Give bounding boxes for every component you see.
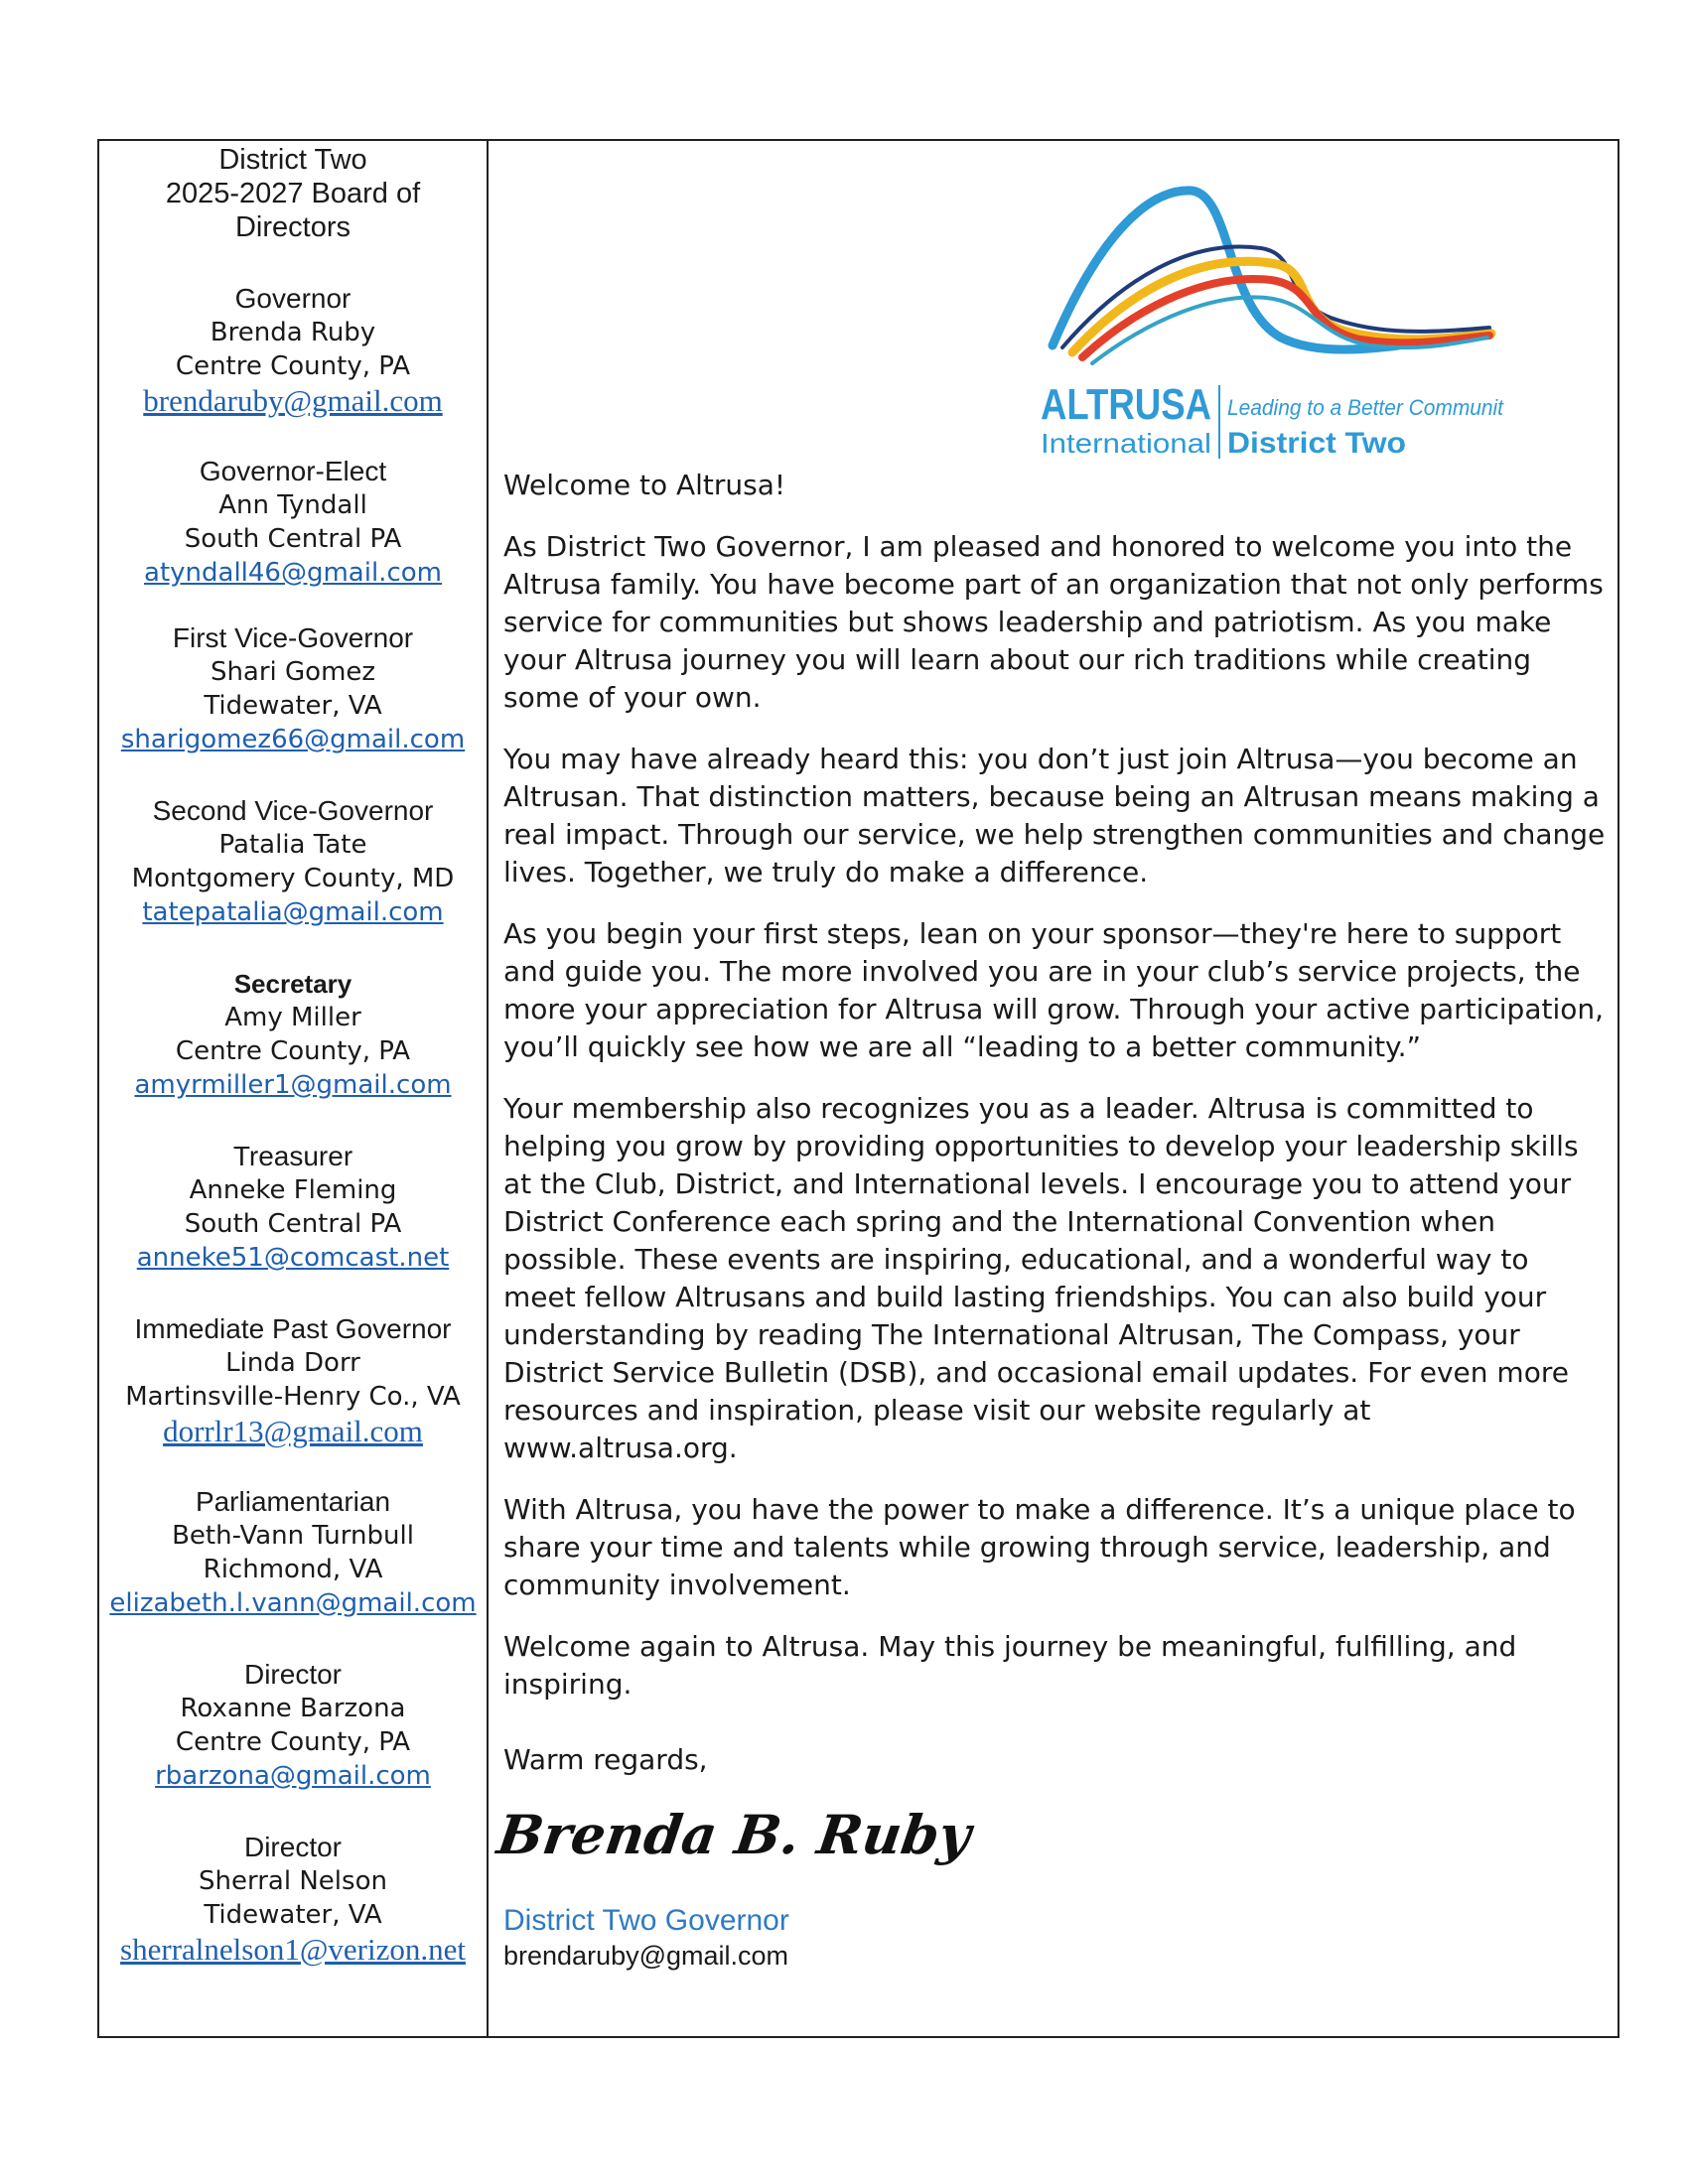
letter-paragraph: Your membership also recognizes you as a leader. Altrusa is committed to helping you grow by providing opportunities to develop your leadership skills at the Club, District, and International levels. I encourage you to attend your District Conference each spring and the International Convention when possible. These events are inspiring, educational, and a wonderful way to meet fellow Altrusans and build lasting friendships. You can also build your understanding by reading The International Altrusan, The Compass, your District Service Bulletin (DSB), and occasional email updates. For even more resources and inspiration, please visit our website regularly at www.altrusa.org.: [503, 1092, 1579, 1464]
officer-director-1: [99, 1658, 487, 1793]
officer-governor-elect: [99, 455, 487, 590]
officer-email-link[interactable]: rbarzona@gmail.com: [155, 1761, 431, 1791]
officer-email-link[interactable]: dorrlr13@gmail.com: [163, 1414, 423, 1448]
letter-paragraph: As you begin your first steps, lean on your sponsor—they're here to support and guide you. The more involved you are in your club’s service projects, the more your appreciation for Altrusa will grow. Through your active participation, you’ll quickly see how we are all “leading to a better community.”: [503, 917, 1605, 1063]
officer-secretary: [99, 967, 487, 1102]
officer-role: Director: [243, 1659, 342, 1690]
officer-role: Secretary: [233, 969, 352, 999]
officer-location: Centre County, PA: [175, 351, 411, 381]
officer-location: Tidewater, VA: [204, 1900, 382, 1930]
officer-email-link[interactable]: anneke51@comcast.net: [136, 1243, 450, 1273]
signer-email: brendaruby@gmail.com: [503, 1941, 789, 1971]
welcome-letter: [503, 467, 1606, 1803]
officer-location: Tidewater, VA: [204, 691, 382, 721]
signer-title: District Two Governor: [503, 1904, 789, 1937]
letter-salutation: Welcome to Altrusa!: [503, 469, 786, 501]
logo-district: District Two: [1227, 427, 1406, 460]
board-title: District Two 2025-2027 Board of Directors: [165, 144, 421, 243]
officer-role: Governor-Elect: [199, 456, 387, 486]
officer-first-vice-governor: [99, 621, 487, 756]
officer-email-link[interactable]: atyndall46@gmail.com: [144, 558, 442, 588]
officer-role: Parliamentarian: [195, 1486, 391, 1517]
officer-governor: [99, 282, 487, 419]
officer-role: First Vice-Governor: [172, 622, 414, 653]
logo-tagline: Leading to a Better Communit: [1227, 395, 1504, 420]
officer-location: Richmond, VA: [203, 1555, 383, 1584]
altrusa-logo: [1033, 169, 1519, 467]
officer-name: Linda Dorr: [225, 1348, 360, 1378]
letter-paragraph: Welcome again to Altrusa. May this journey be meaningful, fulfilling, and inspiring.: [503, 1630, 1517, 1701]
officer-location: South Central PA: [184, 524, 402, 554]
officer-name: Patalia Tate: [218, 830, 367, 860]
letter-paragraph: With Altrusa, you have the power to make a difference. It’s a unique place to share your time and talents while growing through service, leadership, and community involvement.: [503, 1493, 1576, 1601]
officer-location: South Central PA: [184, 1209, 402, 1239]
officer-director-2: [99, 1831, 487, 1968]
letter-closing: Warm regards,: [503, 1743, 708, 1776]
logo-wordmark: ALTRUSA: [1041, 380, 1211, 429]
officer-name: Beth-Vann Turnbull: [172, 1521, 414, 1551]
officer-location: Centre County, PA: [175, 1036, 411, 1066]
officer-location: Centre County, PA: [175, 1727, 411, 1757]
officer-email-link[interactable]: elizabeth.l.vann@gmail.com: [109, 1588, 477, 1618]
logo-international: International: [1041, 428, 1211, 459]
letter-paragraph: As District Two Governor, I am pleased and honored to welcome you into the Altrusa family. You have become part of an organization that not only performs service for communities but shows leadership and patriotism. As you make your Altrusa journey you will learn about our rich traditions while creating some of your own.: [503, 530, 1604, 714]
officer-name: Sherral Nelson: [199, 1866, 387, 1896]
officer-name: Amy Miller: [224, 1003, 361, 1032]
officer-role: Treasurer: [232, 1141, 353, 1171]
board-sidebar: [99, 141, 487, 2036]
officer-name: Roxanne Barzona: [180, 1694, 406, 1723]
officer-name: Ann Tyndall: [218, 490, 367, 520]
signature-image: [493, 1782, 975, 1891]
officer-location: Montgomery County, MD: [131, 864, 455, 893]
svg-text:Brenda B. Ruby: Brenda B. Ruby: [493, 1803, 975, 1866]
officer-email-link[interactable]: amyrmiller1@gmail.com: [134, 1070, 452, 1100]
officer-role: Immediate Past Governor: [134, 1313, 452, 1344]
officer-role: Governor: [234, 283, 352, 314]
officer-immediate-past-governor: [99, 1312, 487, 1449]
officer-parliamentarian: [99, 1485, 487, 1620]
column-divider: [487, 139, 489, 2038]
officer-email-link[interactable]: tatepatalia@gmail.com: [142, 897, 444, 927]
letter-paragraph: You may have already heard this: you don’t just join Altrusa—you become an Altrusan. That distinction matters, because being an Altrusan means making a real impact. Through our service, we help strengthen communities and change lives. Together, we truly do make a difference.: [503, 743, 1606, 888]
officer-name: Anneke Fleming: [189, 1175, 397, 1205]
officer-email-link[interactable]: sharigomez66@gmail.com: [120, 725, 466, 754]
officer-role: Director: [243, 1832, 342, 1862]
officer-name: Brenda Ruby: [210, 318, 376, 347]
officer-treasurer: [99, 1140, 487, 1275]
officer-name: Shari Gomez: [210, 657, 376, 687]
officer-role: Second Vice-Governor: [152, 795, 434, 826]
officer-email-link[interactable]: brendaruby@gmail.com: [143, 383, 443, 418]
officer-location: Martinsville-Henry Co., VA: [125, 1382, 461, 1412]
officer-email-link[interactable]: sherralnelson1@verizon.net: [120, 1932, 466, 1967]
officer-second-vice-governor: [99, 794, 487, 929]
